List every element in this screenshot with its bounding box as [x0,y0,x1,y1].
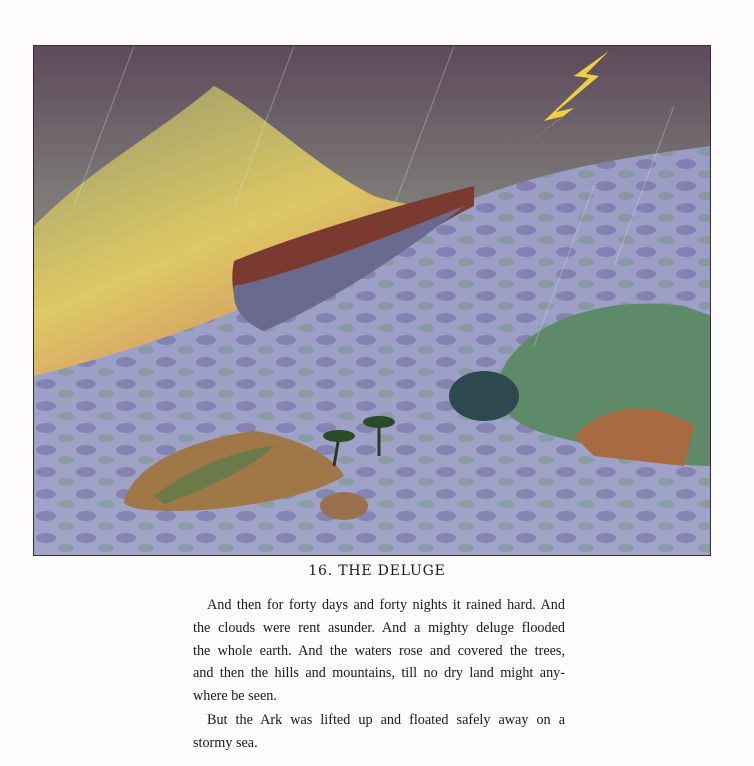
paragraph-2 [193,709,565,755]
paragraph-1 [193,594,565,708]
story-text [193,594,565,755]
text-line: And then for forty days and forty nights it rained hard. And [207,597,565,613]
text-line: the whole earth. And the waters rose and covered the trees, [193,642,565,659]
deluge-illustration [33,45,711,556]
text-line: and then the hills and mountains, till no dry land might any- [193,665,565,682]
text-line: the clouds were rent asunder. And a mighty deluge flooded [193,619,565,636]
text-line: But the Ark was lifted up and floated safely away on a [207,711,565,728]
plate-caption: 16. THE DELUGE [308,563,446,579]
text-line: where be seen. [193,688,277,705]
text-line: stormy sea. [193,734,258,751]
